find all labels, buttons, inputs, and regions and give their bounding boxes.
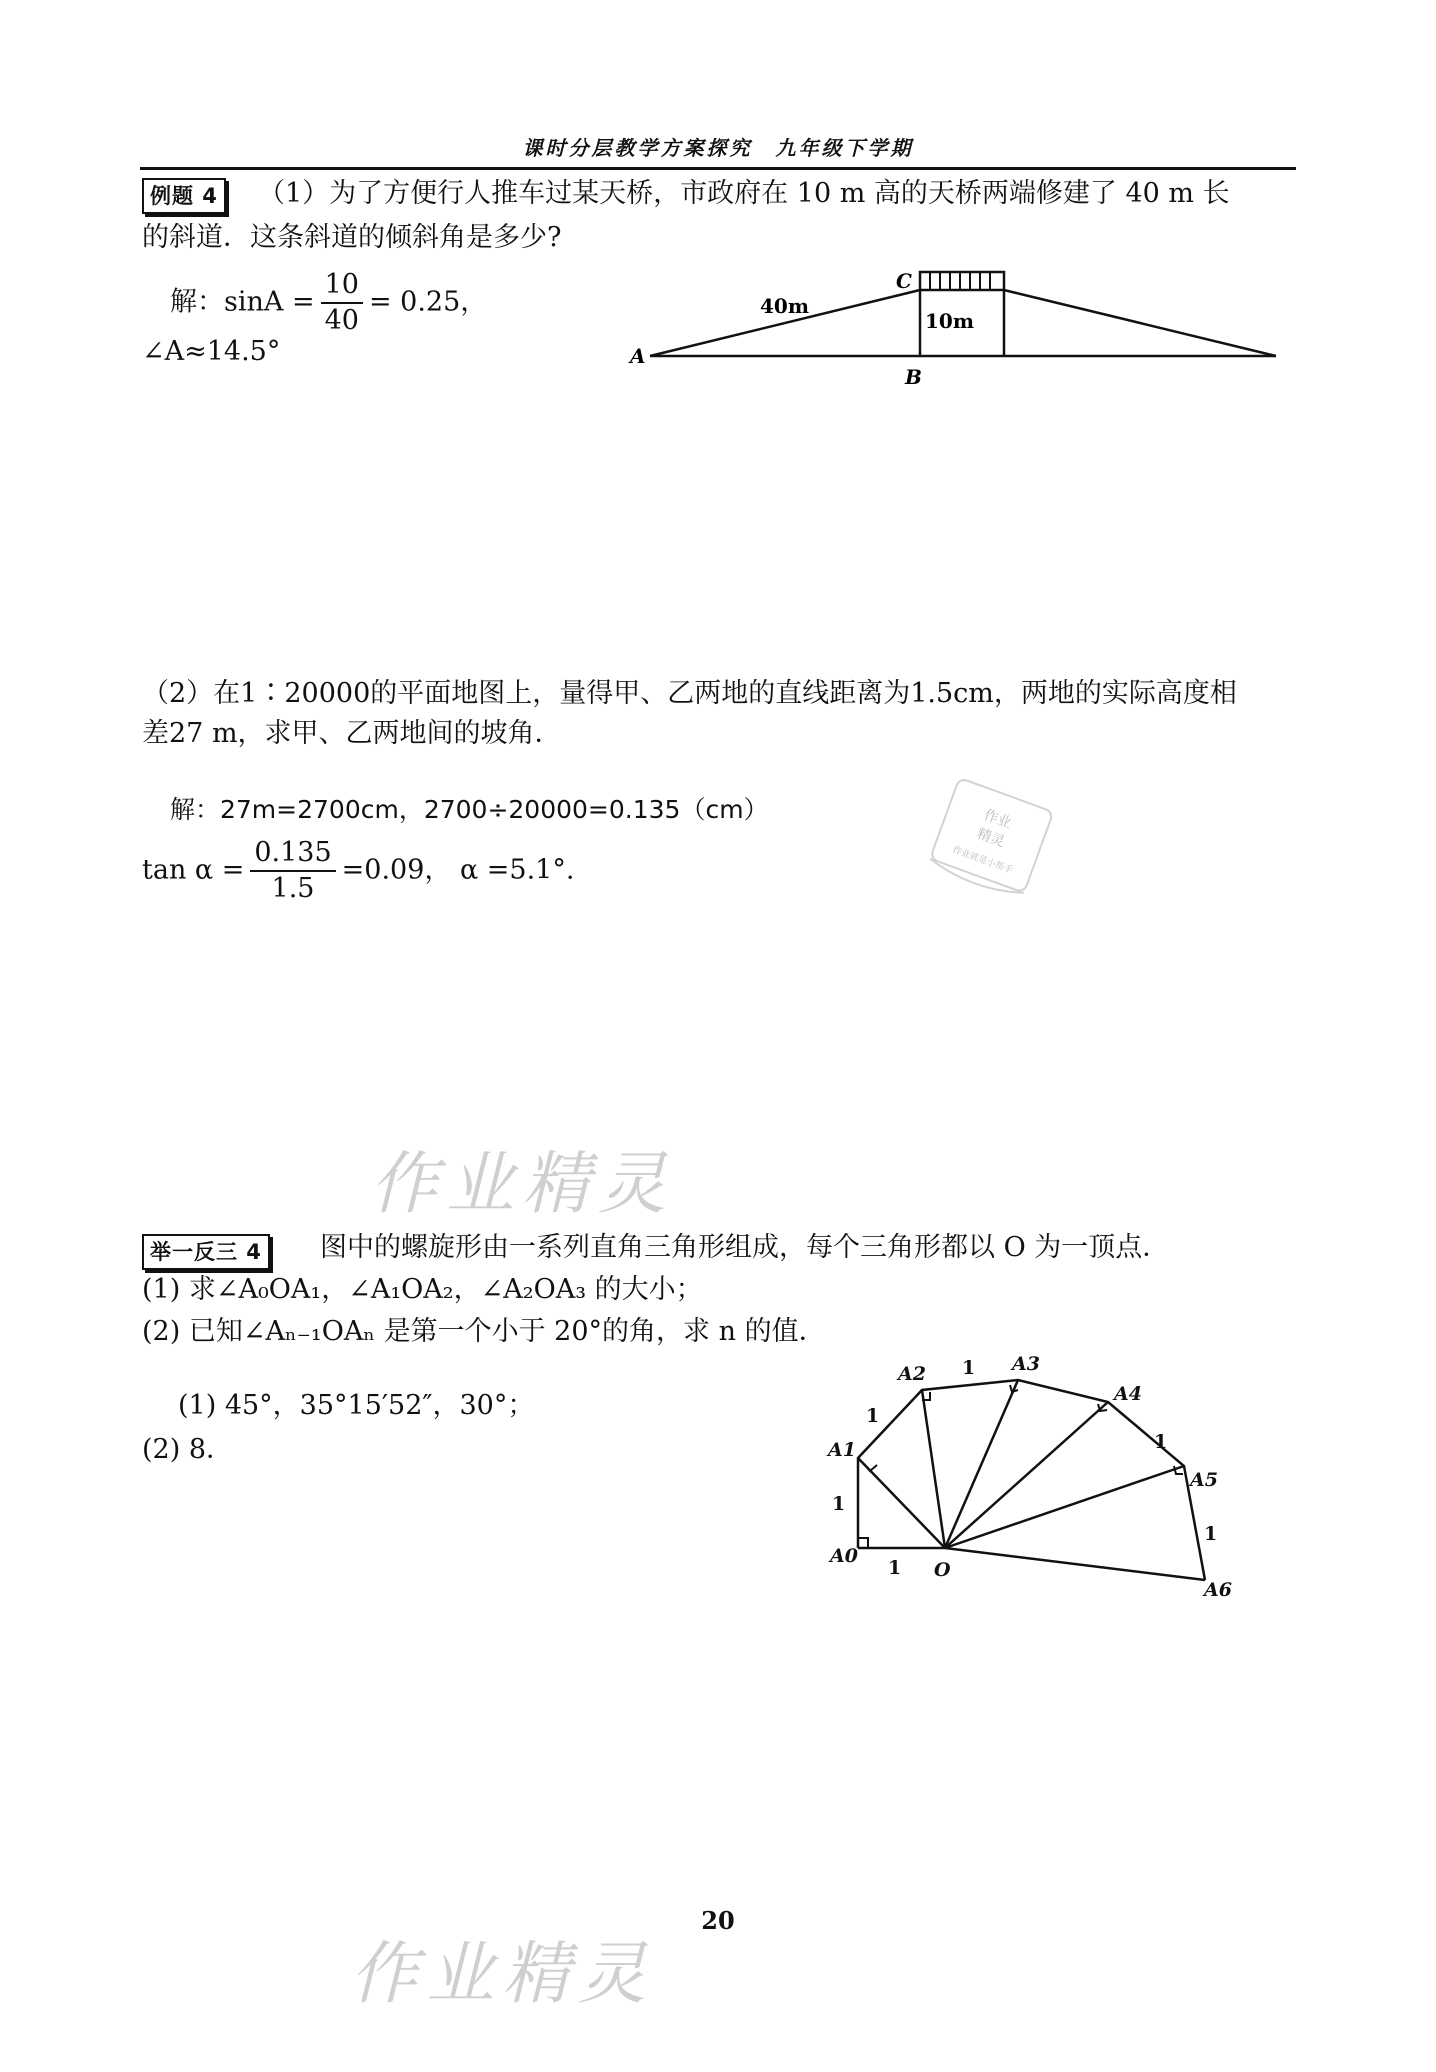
practice-intro: 图中的螺旋形由一系列直角三角形组成，每个三角形都以 O 为一顶点． — [320, 1232, 1170, 1263]
stamp-text-3: 作业就是小帮手 — [951, 845, 1014, 877]
ray-O-A2 — [922, 1390, 945, 1548]
label-A5: A5 — [1190, 1469, 1218, 1491]
solution1-prefix: 解： — [170, 286, 224, 318]
side-label-A4-A5: 1 — [1154, 1431, 1168, 1453]
solution2-line1: 解：27m=2700cm，2700÷20000=0.135（cm） — [170, 795, 769, 824]
page-number: 20 — [701, 1906, 735, 1935]
solution1-sin: sinA = — [224, 286, 315, 318]
right-angle-marks — [858, 1385, 1183, 1548]
solution2-fraction — [250, 836, 335, 906]
example-label: 例题 4 — [142, 178, 226, 214]
practice-question2: (2) 已知∠Aₙ₋₁OAₙ 是第一个小于 20°的角，求 n 的值． — [142, 1316, 826, 1347]
spiral-triangles-diagram — [800, 1340, 1260, 1620]
ray-O-A4 — [945, 1402, 1108, 1548]
practice-answer1: (1) 45°，35°15′52″，30°； — [178, 1390, 535, 1421]
solution2-denominator: 1.5 — [271, 873, 315, 904]
bridge-deck — [920, 272, 1004, 290]
ray-O-A1 — [858, 1458, 945, 1548]
label-ramp-length: 40m — [760, 294, 809, 318]
bridge-railing — [930, 272, 990, 290]
header-rule — [140, 167, 1296, 170]
example-part2-line1: （2）在1∶20000的平面地图上，量得甲、乙两地的直线距离为1.5cm，两地的实际高度相 — [142, 678, 1237, 709]
solution1-formula — [170, 268, 487, 338]
spiral-outer-edge — [858, 1380, 1205, 1580]
watermark-text-bottom: 作业精灵 — [350, 1935, 655, 2014]
stamp-text-2: 精灵 — [974, 825, 1007, 851]
label-A2: A2 — [898, 1363, 926, 1385]
side-label-A5-A6: 1 — [1204, 1523, 1218, 1545]
side-label-A0-A1: 1 — [832, 1493, 846, 1515]
solution1-angle: ∠A≈14.5° — [142, 336, 281, 367]
solution1-numerator: 10 — [321, 268, 363, 304]
ray-O-A3 — [945, 1380, 1018, 1548]
label-A: A — [630, 344, 646, 368]
example-part2-line2: 差27 m，求甲、乙两地间的坡角． — [142, 718, 562, 749]
solution2-result: =0.09， α =5.1°. — [341, 854, 575, 886]
page-header-title: 课时分层教学方案探究 九年级下学期 — [522, 136, 914, 160]
watermark-stamp — [920, 770, 1060, 910]
solution2-tan: tan α = — [142, 854, 245, 886]
side-label-A0-O: 1 — [888, 1557, 902, 1579]
solution1-result: = 0.25， — [368, 286, 488, 318]
label-A1: A1 — [828, 1439, 856, 1461]
solution1-denominator: 40 — [324, 305, 359, 336]
ray-O-A5 — [945, 1466, 1184, 1548]
solution2-formula — [142, 836, 574, 906]
bridge-ramp-diagram — [620, 260, 1300, 390]
solution1-fraction — [321, 268, 363, 338]
label-O: O — [934, 1559, 951, 1581]
practice-question1: (1) 求∠A₀OA₁，∠A₁OA₂，∠A₂OA₃ 的大小； — [142, 1274, 703, 1305]
stamp-text-1: 作业 — [981, 807, 1014, 832]
label-A0: A0 — [830, 1545, 858, 1567]
practice-answer2: (2) 8． — [142, 1434, 234, 1465]
watermark-text-middle: 作业精灵 — [370, 1145, 675, 1224]
label-C: C — [896, 269, 912, 293]
ray-O-A6 — [945, 1548, 1205, 1580]
example-part1-line1: （1）为了方便行人推车过某天桥，市政府在 10 m 高的天桥两端修建了 40 m 长 — [258, 178, 1230, 209]
label-height: 10m — [925, 309, 974, 333]
side-label-A1-A2: 1 — [866, 1405, 880, 1427]
label-A3: A3 — [1012, 1353, 1040, 1375]
solution2-numerator: 0.135 — [250, 836, 335, 872]
label-A4: A4 — [1114, 1383, 1142, 1405]
side-label-A2-A3: 1 — [962, 1357, 976, 1379]
label-A6: A6 — [1204, 1579, 1232, 1601]
example-part1-line2: 的斜道．这条斜道的倾斜角是多少? — [142, 222, 562, 253]
ramp-right — [1004, 290, 1276, 356]
label-B: B — [905, 365, 922, 389]
practice-label: 举一反三 4 — [142, 1234, 270, 1270]
